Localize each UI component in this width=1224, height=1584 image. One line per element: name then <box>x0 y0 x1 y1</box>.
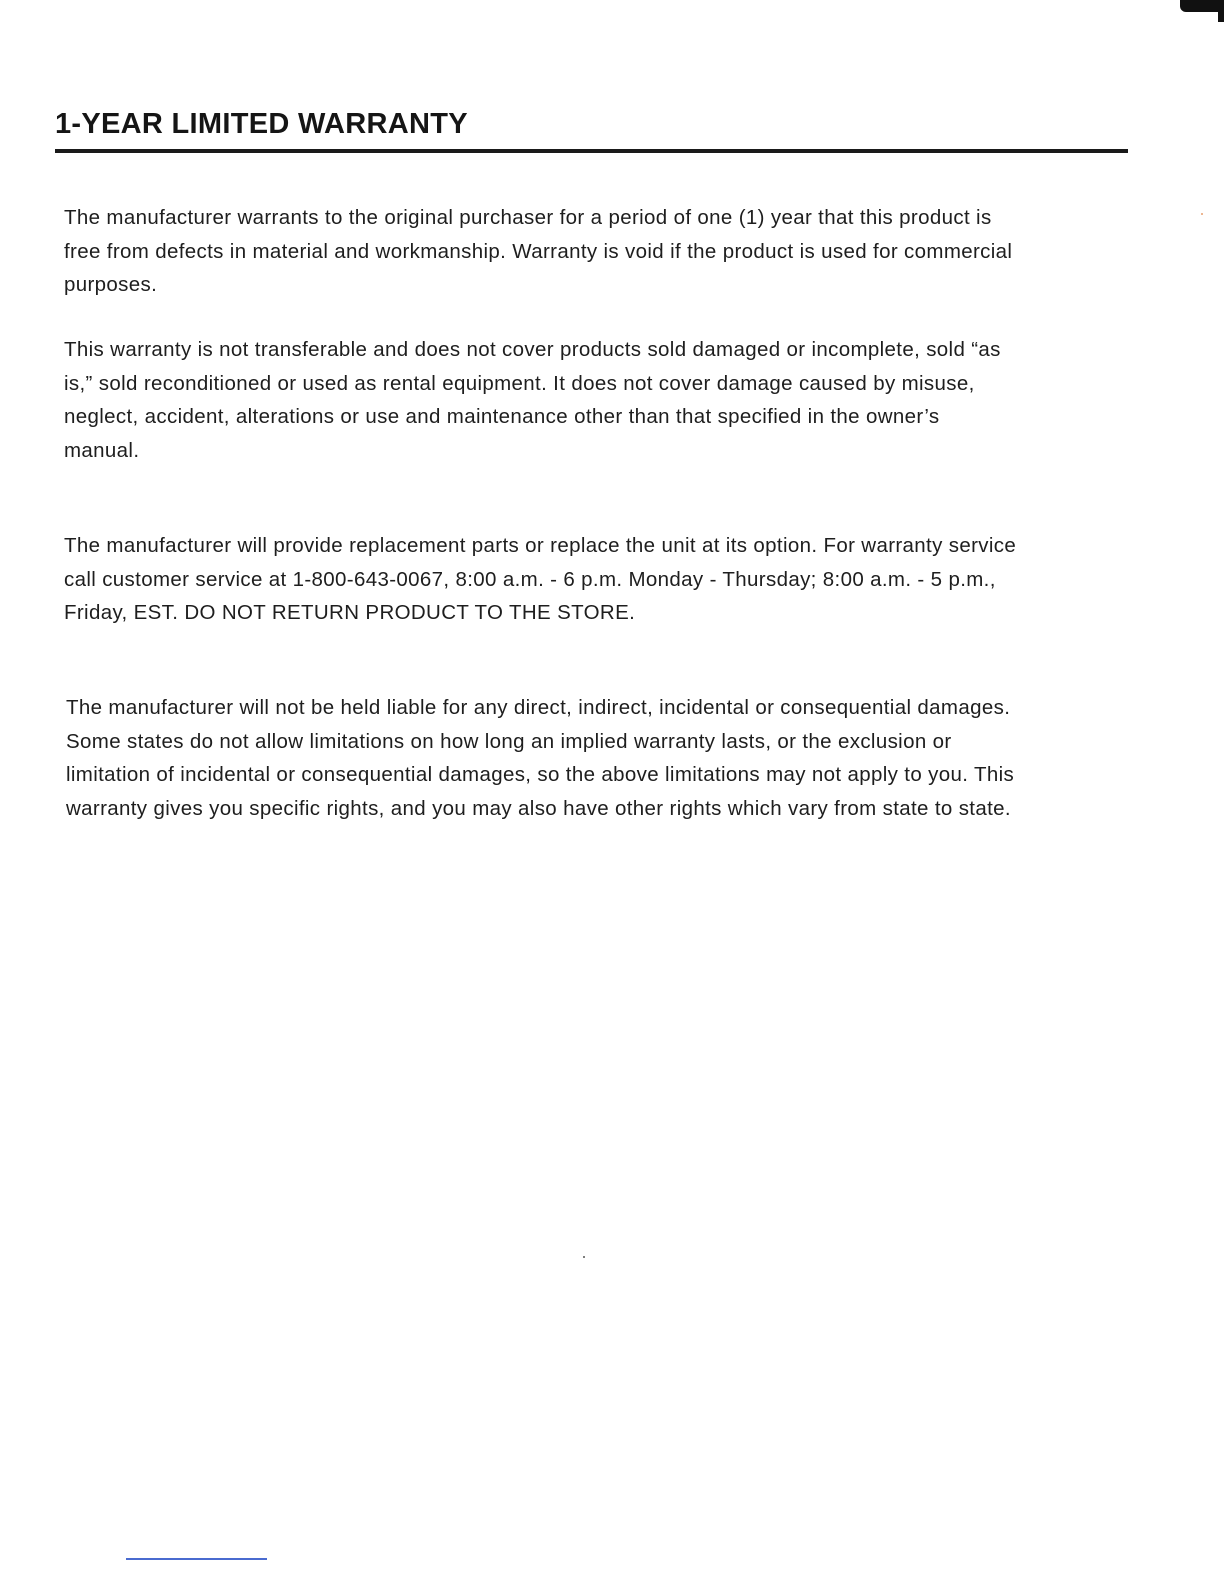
scan-speck <box>1201 213 1203 215</box>
warranty-exclusions-paragraph <box>64 333 1139 467</box>
paragraph-line: is,” sold reconditioned or used as rental equipment. It does not cover damage caused by misuse, <box>64 371 975 395</box>
paragraph-line: The manufacturer will provide replacement parts or replace the unit at its option. For warranty service <box>64 534 1017 557</box>
page-title: 1-YEAR LIMITED WARRANTY <box>55 108 468 140</box>
scan-speck <box>583 1256 585 1258</box>
warranty-coverage-paragraph <box>64 201 1139 302</box>
paragraph-line: Some states do not allow limitations on how long an implied warranty lasts, or the exclusion or <box>66 729 952 753</box>
paragraph-line: purposes. <box>64 273 158 296</box>
liability-limitation-paragraph <box>66 691 1141 825</box>
paragraph-line: The manufacturer warrants to the original purchaser for a period of one (1) year that this product is <box>64 206 992 229</box>
warranty-service-paragraph <box>64 529 1139 630</box>
paragraph-line: The manufacturer will not be held liable for any direct, indirect, incidental or consequential damages. <box>66 696 1011 719</box>
paragraph-line: call customer service at 1-800-643-0067, 8:00 a.m. - 6 p.m. Monday - Thursday; 8:00 a.m. - 5 p.m., <box>64 567 996 591</box>
paragraph-line: free from defects in material and workmanship. Warranty is void if the product is used for commercial <box>64 239 1013 263</box>
paragraph-line: warranty gives you specific rights, and you may also have other rights which vary from state to state. <box>66 796 1011 820</box>
paragraph-line: manual. <box>64 438 140 462</box>
bottom-rule <box>126 1558 267 1560</box>
title-underline <box>55 149 1128 153</box>
paragraph-line: limitation of incidental or consequential damages, so the above limitations may not apply to you. This <box>66 763 1015 786</box>
paragraph-line: neglect, accident, alterations or use and maintenance other than that specified in the owner’s <box>64 405 940 428</box>
paragraph-line: This warranty is not transferable and does not cover products sold damaged or incomplete, sold “as <box>64 338 1001 361</box>
paragraph-line: Friday, EST. DO NOT RETURN PRODUCT TO THE STORE. <box>64 601 636 624</box>
scan-corner-mark <box>1180 0 1224 12</box>
